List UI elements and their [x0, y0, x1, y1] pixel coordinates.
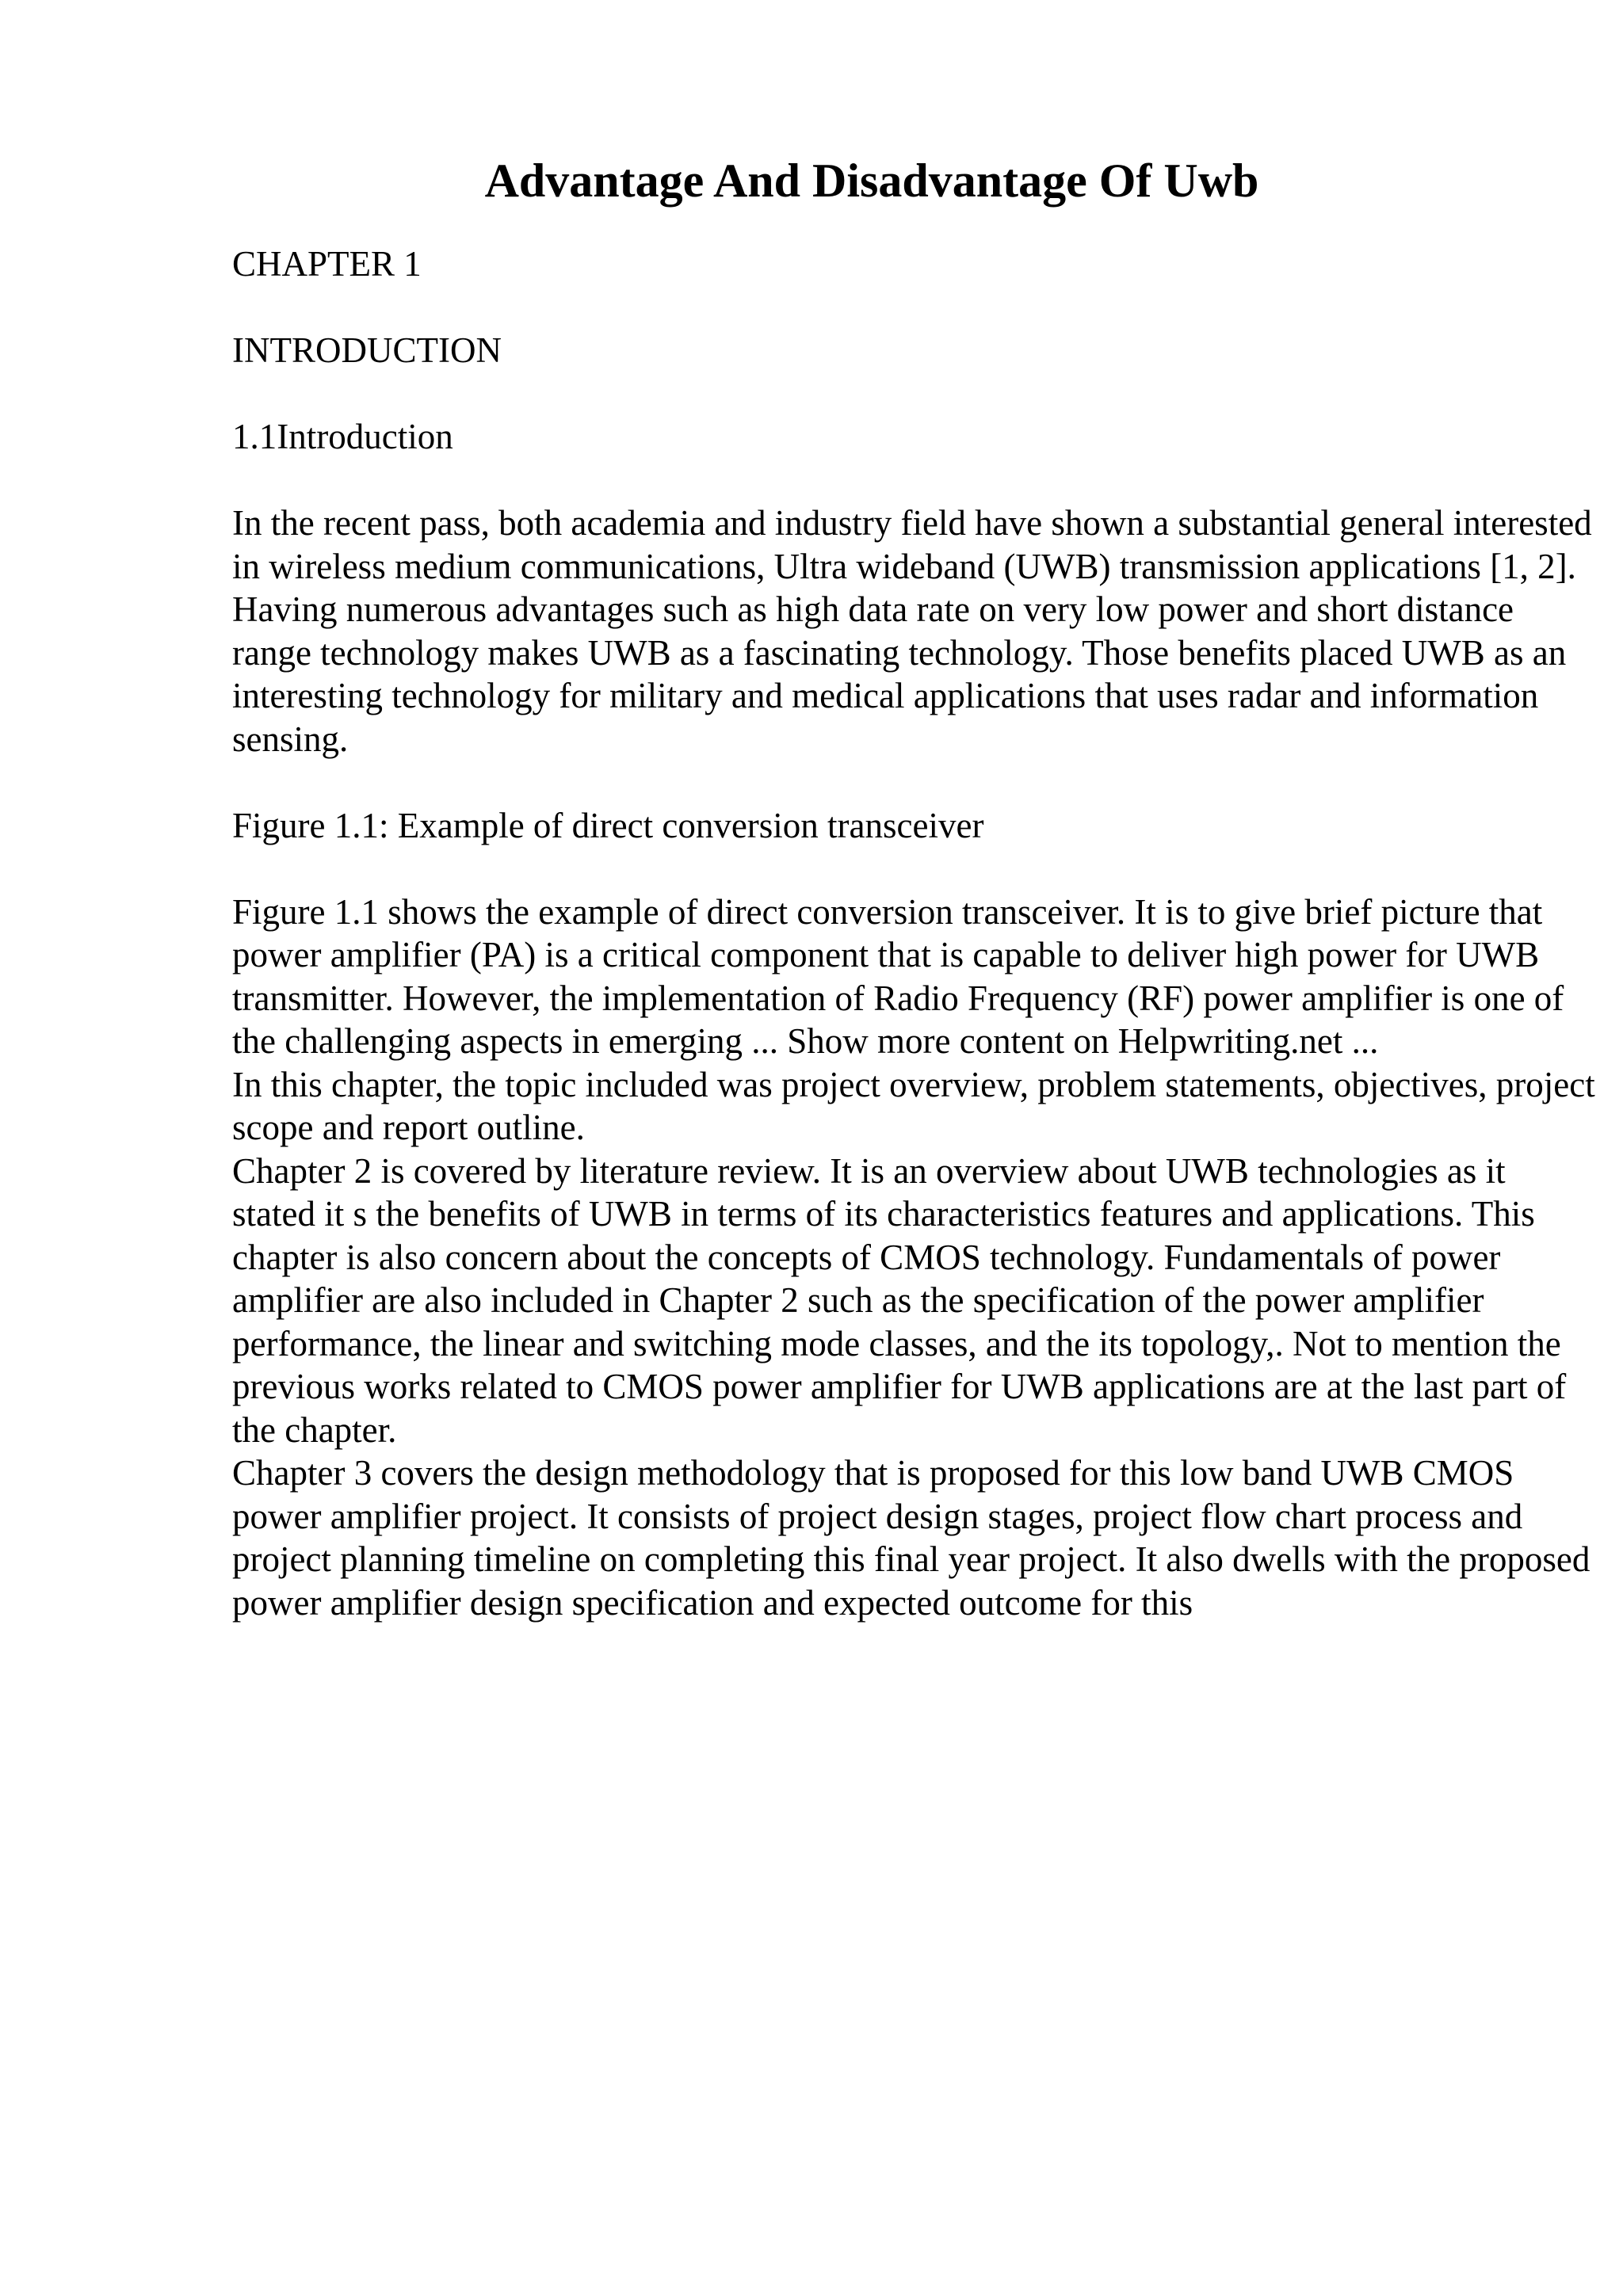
paragraph-chapter-topics: In this chapter, the topic included was project overview, problem statements, objectives, project scope and report outline.: [232, 1064, 1595, 1147]
paragraph-intro: In the recent pass, both academia and industry field have shown a substantial general interested in wireless medium communications, Ultra wideband (UWB) transmission applications [1, 2]. Having numerous advantages such as high data rate on very low power and short distance range technology makes UWB as a fascinating technology. Those benefits placed UWB as an interesting technology for military and medical applications that uses radar and information sensing.: [232, 503, 1592, 759]
section-heading: INTRODUCTION: [232, 330, 502, 370]
chapter-label: CHAPTER 1: [232, 244, 422, 284]
paragraph-figure-description: Figure 1.1 shows the example of direct conversion transceiver. It is to give brief picture that power amplifier (PA) is a critical component that is capable to deliver high power for UWB transmitter. However, the implementation of Radio Frequency (RF) power amplifier is one of the challenging aspects in emerging ... Show more content on Helpwriting.net ...: [232, 891, 1564, 1061]
subsection-heading: 1.1Introduction: [232, 417, 453, 456]
paragraph-chapter-3: Chapter 3 covers the design methodology that is proposed for this low band UWB CMOS power amplifier project. It consists of project design stages, project flow chart process and project planning timeline on completing this final year project. It also dwells with the proposed power amplifier design specification and expected outcome for this: [232, 1453, 1591, 1623]
document-body: [232, 242, 1595, 1624]
document-title: Advantage And Disadvantage Of Uwb: [484, 154, 1259, 207]
paragraph-chapter-2: Chapter 2 is covered by literature review. It is an overview about UWB technologies as it stated it s the benefits of UWB in terms of its characteristics features and applications. This chapter is also concern about the concepts of CMOS technology. Fundamentals of power amplifier are also included in Chapter 2 such as the specification of the power amplifier performance, the linear and switching mode classes, and the its topology,. Not to mention the previous works related to CMOS power amplifier for UWB applications are at the last part of the chapter.: [232, 1150, 1567, 1450]
figure-caption: Figure 1.1: Example of direct conversion transceiver: [232, 805, 984, 845]
